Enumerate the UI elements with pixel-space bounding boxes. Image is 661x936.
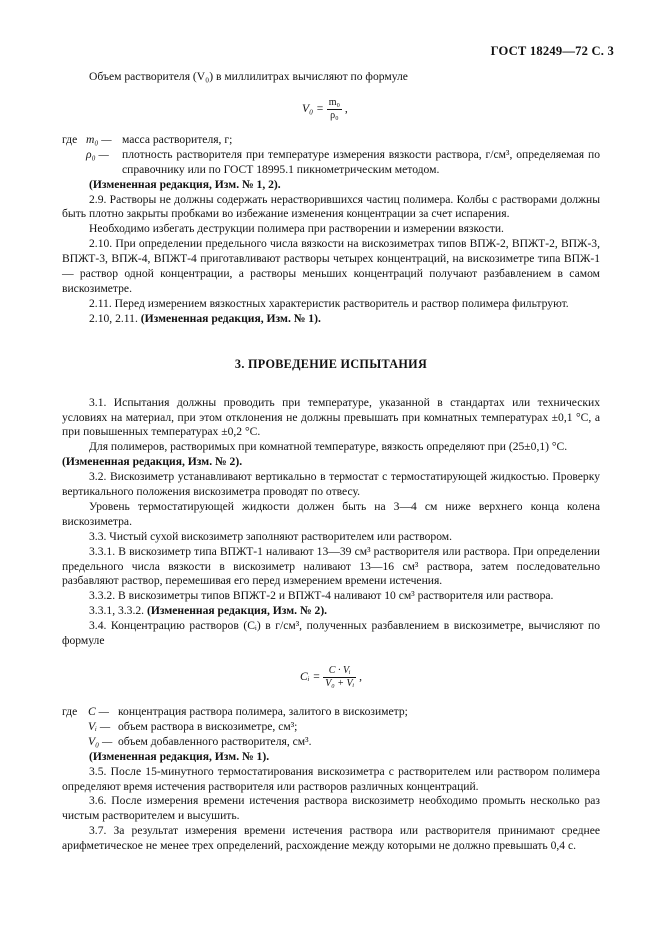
formula-denominator: ρ₀ [330,109,339,121]
amendment-text: (Измененная редакция, Изм. № 1). [140,311,321,325]
paragraph-2-9b: Необходимо избегать деструкции полимера при растворении и измерении вязкости. [89,222,504,236]
where-lead: где [62,132,78,146]
paragraph-3-1: 3.1. Испытания должны проводить при температуре, указанной в стандартах или технических условиях на материал, при этом отклонения не должны превышать при комнатных температурах ±0,1 °С, а при повышенных температурах ±0,2 °С. [62,395,600,439]
paragraph-3-1b: Для полимеров, растворимых при комнатной температуре, вязкость определяют при (25±0,1) °С. [89,440,568,454]
paragraph-3-3-2: 3.3.2. В вискозиметры типов ВПЖТ-2 и ВПЖТ-4 наливают 10 см³ растворителя или раствора. [89,589,554,603]
paragraph-3-2b: Уровень термостатирующей жидкости должен быть на 3—4 см ниже верхнего конца колена вискозиметра. [62,499,600,528]
amendment-note-4 [62,604,600,619]
formula-fraction [327,97,342,122]
amendment-text: (Измененная редакция, Изм. № 2). [146,604,328,618]
definition-list [62,133,600,178]
where-block-1 [62,133,600,178]
where-lead: где [62,705,78,718]
definition-text: объем раствора в вискозиметре, см³; [118,719,298,733]
amendment-prefix: 2.10, 2.11. [89,311,138,325]
page-content [62,70,600,854]
formula-numerator: C · Vᵢ [323,665,356,678]
formula-concentration [62,649,600,703]
definition-symbol: m₀ — [86,132,112,146]
paragraph-2-9: 2.9. Растворы не должны содержать нерастворившихся частиц полимера. Колбы с растворами должны быть плотно закрыты пробками во избежание изменения концентрации за счет испарения. [62,192,600,221]
paragraph-2-11: 2.11. Перед измерением вязкостных характеристик растворитель и раствор полимера фильтруют. [89,296,569,310]
definition-symbol: ρ₀ — [86,147,109,161]
paragraph-3-4: 3.4. Концентрацию растворов (Cᵢ) в г/см³, полученных разбавлением в вискозиметре, вычисляют по формуле [62,619,600,648]
amendment-note-3: (Измененная редакция, Изм. № 2). [62,455,243,469]
definition-text: объем добавленного растворителя, см³. [118,734,312,748]
formula-volume [62,91,600,129]
paragraph-3-5: 3.5. После 15-минутного термостатирования вискозиметра с растворителем или раствором полимера определяют время истечения растворителя или растворов различных концентраций. [62,764,600,793]
formula-fraction [323,665,356,690]
formula-numerator: m₀ [328,96,341,108]
formula-tail: , [344,102,348,116]
paragraph-2-10: 2.10. При определении предельного числа вязкости на вискозиметрах типов ВПЖ-2, ВПЖТ-2, ВПЖ-3, ВПЖТ-3, ВПЖ-4, ВПЖТ-4 приготавливают растворы четырех концентраций, на вискозиметре типа ВПЖ-1 — раствор одной концентрации, а растворы меньших концентраций получают разбавлением в самом вискозиметре. [62,237,600,295]
definition-list [62,705,600,750]
definition-text: масса растворителя, г; [122,132,233,146]
formula-denominator: V₀ + Vᵢ [325,678,355,689]
amendment-note-2 [62,312,600,327]
amendment-note-5: (Измененная редакция, Изм. № 1). [89,749,270,763]
where-block-2 [62,705,600,750]
page-header: ГОСТ 18249—72 С. 3 [490,44,614,58]
definition-symbol: C — [88,705,109,718]
intro-paragraph: Объем растворителя (V₀) в миллилитрах вычисляют по формуле [89,70,408,83]
definition-symbol: V₀ — [88,734,113,748]
paragraph-3-6: 3.6. После измерения времени истечения раствора вискозиметр необходимо промыть несколько раз чистым растворителем и высушить. [62,794,600,823]
section-title: 3. ПРОВЕДЕНИЕ ИСПЫТАНИЯ [234,356,428,371]
paragraph-3-2: 3.2. Вискозиметр устанавливают вертикально в термостат с термостатирующей жидкостью. Проверку вертикального положения вискозиметра проводят по отвесу. [62,470,600,499]
formula-lhs: V₀ = [302,102,324,116]
definition-text: концентрация раствора полимера, залитого в вискозиметр; [118,705,408,718]
paragraph-3-7: 3.7. За результат измерения времени истечения раствора или растворителя принимают среднее арифметическое не менее трех определений, расхождение между которыми не должно превышать 0,4 с. [62,824,600,853]
definition-symbol: Vᵢ — [88,719,111,733]
formula-tail: , [359,670,363,684]
formula-lhs: Cᵢ = [300,670,321,684]
amendment-note: (Измененная редакция, Изм. № 1, 2). [89,177,281,191]
paragraph-3-3-1: 3.3.1. В вискозиметр типа ВПЖТ-1 наливают 13—39 см³ растворителя или раствора. При определении предельного числа вязкости в вискозиметр наливают 13—16 см³ раствора, затем последовательно разбавляют раствор, перемешивая его перед измерением времени истечения. [62,544,600,588]
amendment-prefix: 3.3.1, 3.3.2. [89,604,145,618]
definition-text: плотность растворителя при температуре измерения вязкости раствора, г/см³, определяемая по справочнику или по ГОСТ 18995.1 пикнометрическим методом. [122,147,600,176]
paragraph-3-3: 3.3. Чистый сухой вискозиметр заполняют растворителем или раствором. [89,529,453,543]
